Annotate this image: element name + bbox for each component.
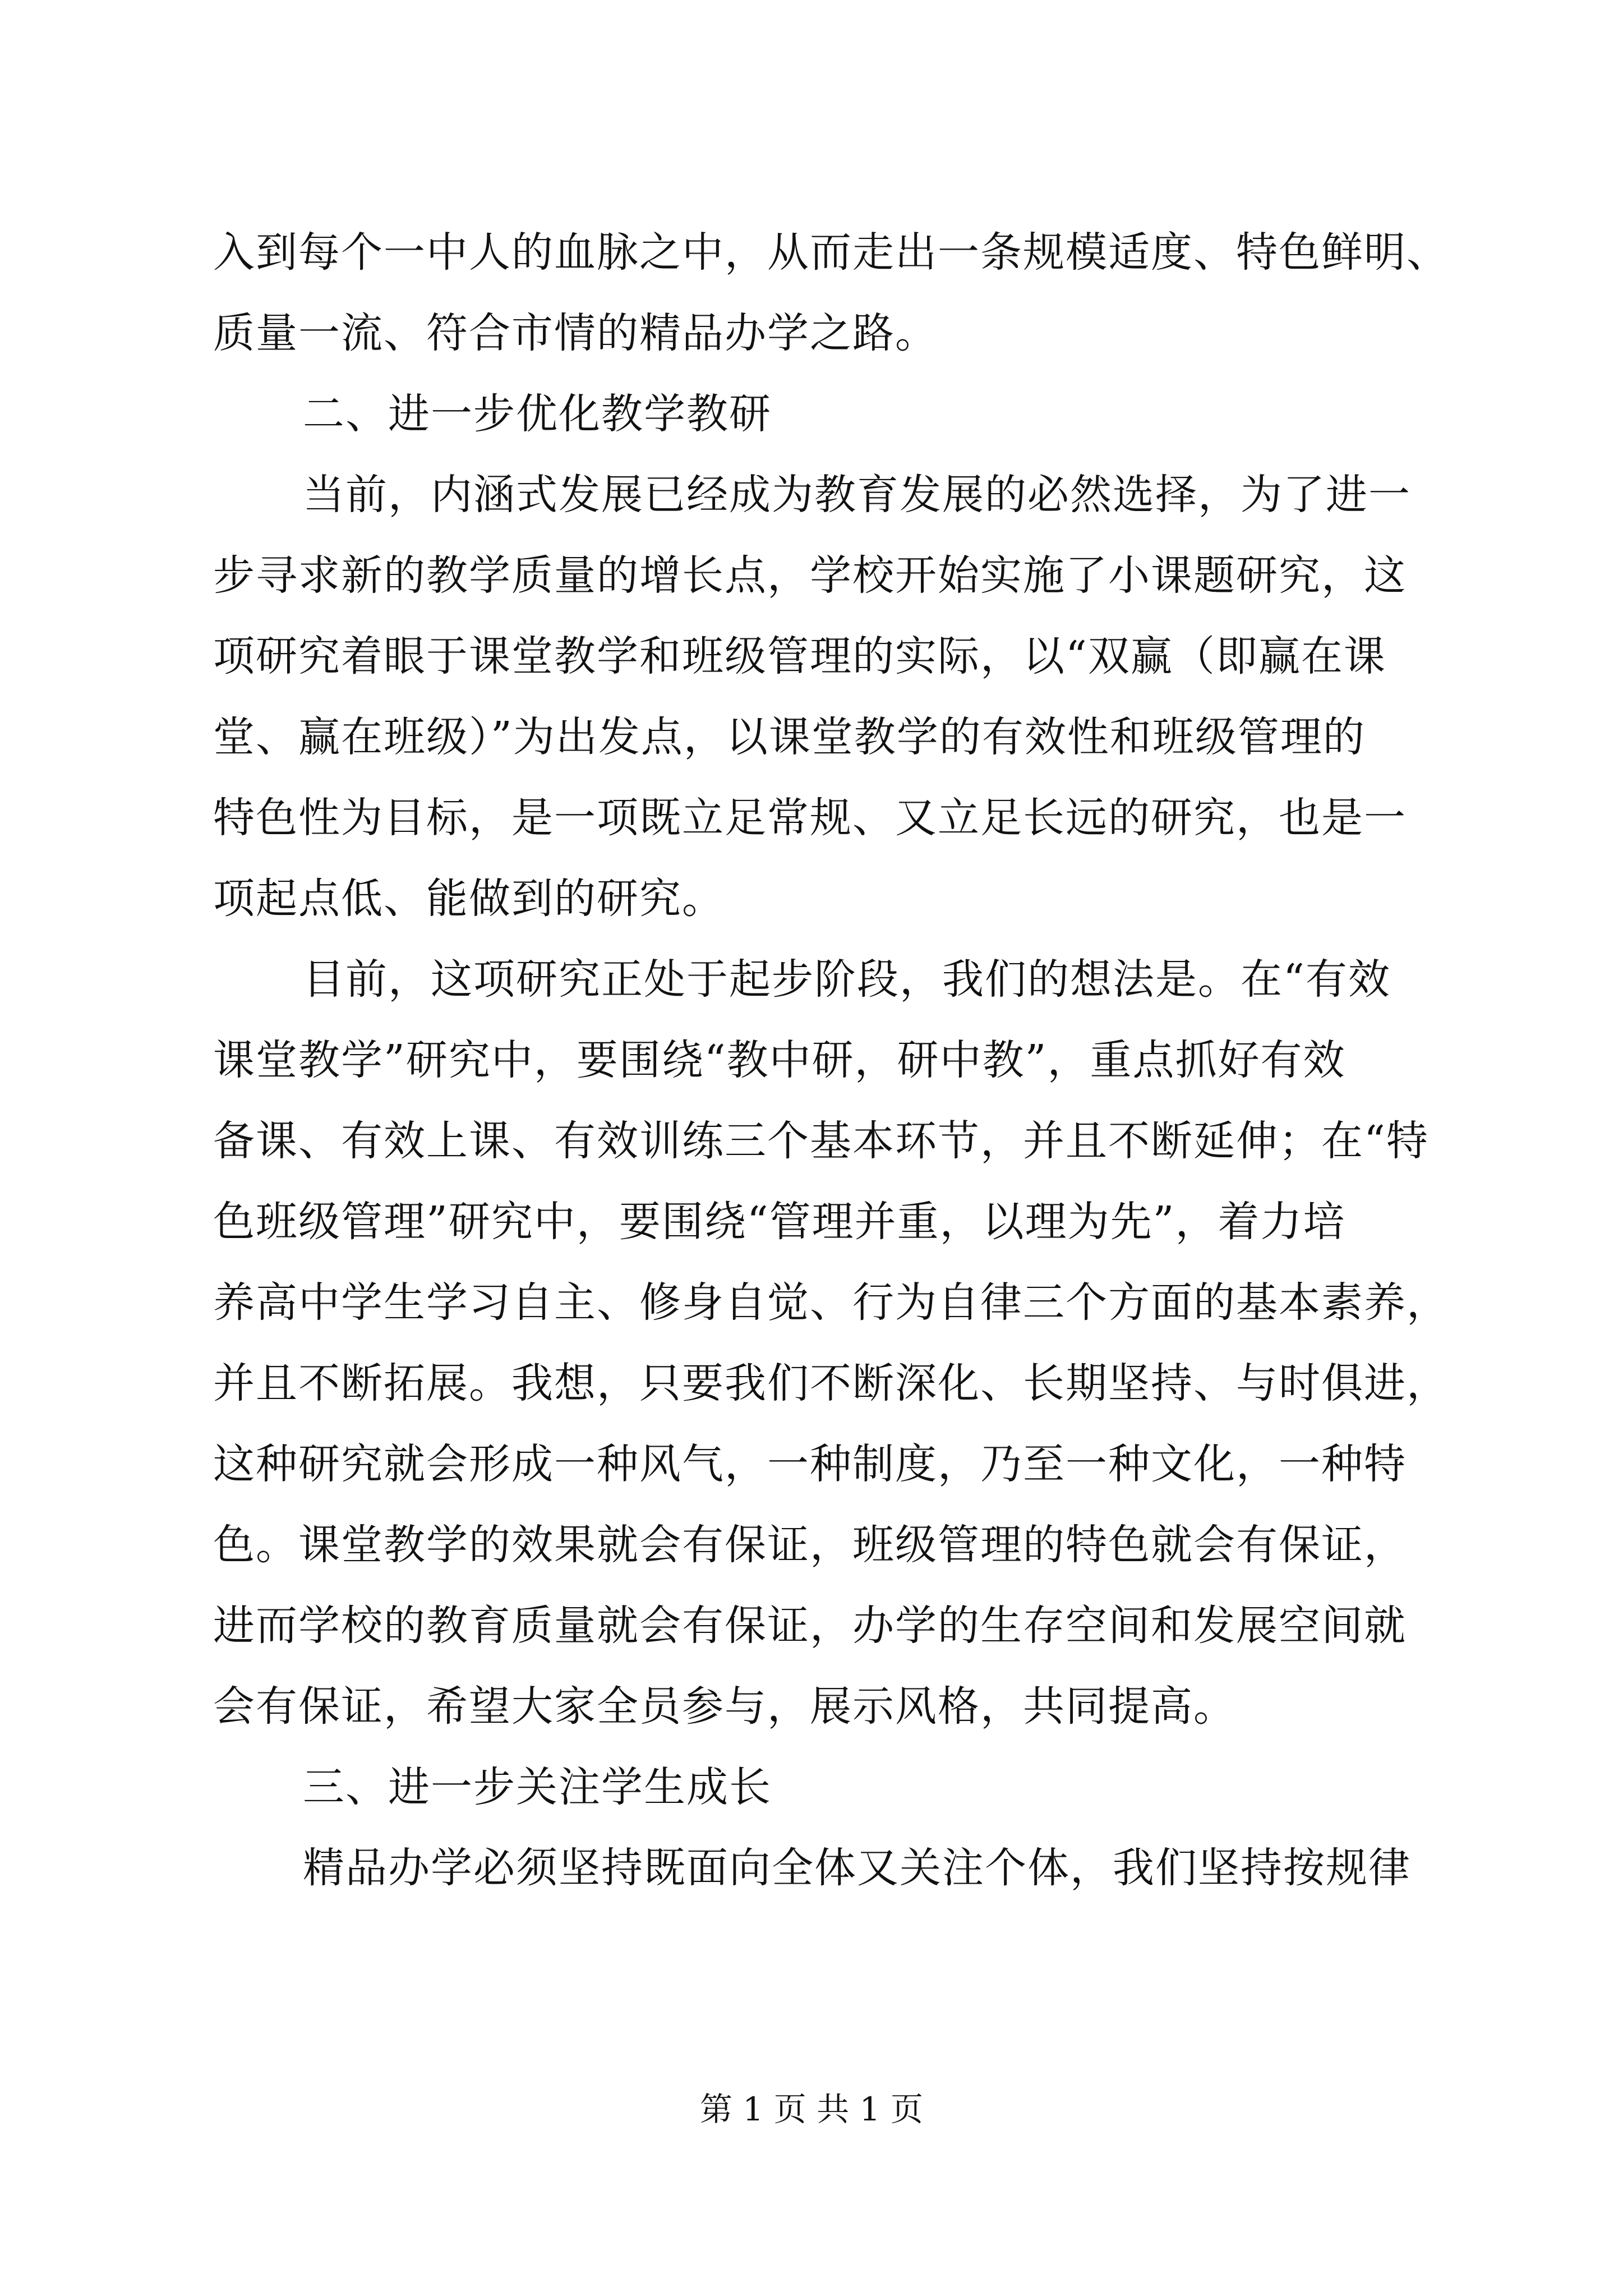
body-text-line: 步寻求新的教学质量的增长点，学校开始实施了小课题研究，这 [213,551,1407,600]
section-heading: 三、进一步关注学生成长 [303,1763,772,1811]
body-text-line: 质量一流、符合市情的精品办学之路。 [213,309,938,357]
section-heading: 二、进一步优化教学教研 [303,390,772,438]
body-text-line: 入到每个一中人的血脉之中，从而走出一条规模适度、特色鲜明、 [213,228,1449,277]
body-text-line: 堂、赢在班级）”为出发点，以课堂教学的有效性和班级管理的 [213,713,1366,761]
body-text-line: 目前，这项研究正处于起步阶段，我们的想法是。在“有效 [303,955,1391,1004]
body-text-line: 精品办学必须坚持既面向全体又关注个体，我们坚持按规律 [303,1844,1411,1892]
body-text-line: 课堂教学”研究中，要围绕“教中研，研中教”，重点抓好有效 [213,1036,1346,1084]
body-text-line: 会有保证，希望大家全员参与，展示风格，共同提高。 [213,1682,1236,1731]
body-text-line: 项研究着眼于课堂教学和班级管理的实际，以“双赢（即赢在课 [213,632,1386,680]
body-text-line: 色。课堂教学的效果就会有保证，班级管理的特色就会有保证， [213,1521,1407,1569]
body-text-line: 备课、有效上课、有效训练三个基本环节，并且不断延伸；在“特 [213,1117,1429,1165]
body-text-line: 当前，内涵式发展已经成为教育发展的必然选择，为了进一 [303,471,1411,519]
page-number-footer: 第 1 页 共 1 页 [700,2090,923,2128]
body-text-line: 并且不断拓展。我想，只要我们不断深化、长期坚持、与时俱进， [213,1359,1449,1407]
body-text-line: 特色性为目标，是一项既立足常规、又立足长远的研究，也是一 [213,794,1407,842]
body-text-line: 项起点低、能做到的研究。 [213,875,725,923]
body-text-line: 进而学校的教育质量就会有保证，办学的生存空间和发展空间就 [213,1602,1407,1650]
body-text-line: 养高中学生学习自主、修身自觉、行为自律三个方面的基本素养， [213,1278,1449,1327]
body-text-line: 这种研究就会形成一种风气，一种制度，乃至一种文化，一种特 [213,1440,1407,1488]
body-text-line: 色班级管理”研究中，要围绕“管理并重，以理为先”，着力培 [213,1198,1346,1246]
